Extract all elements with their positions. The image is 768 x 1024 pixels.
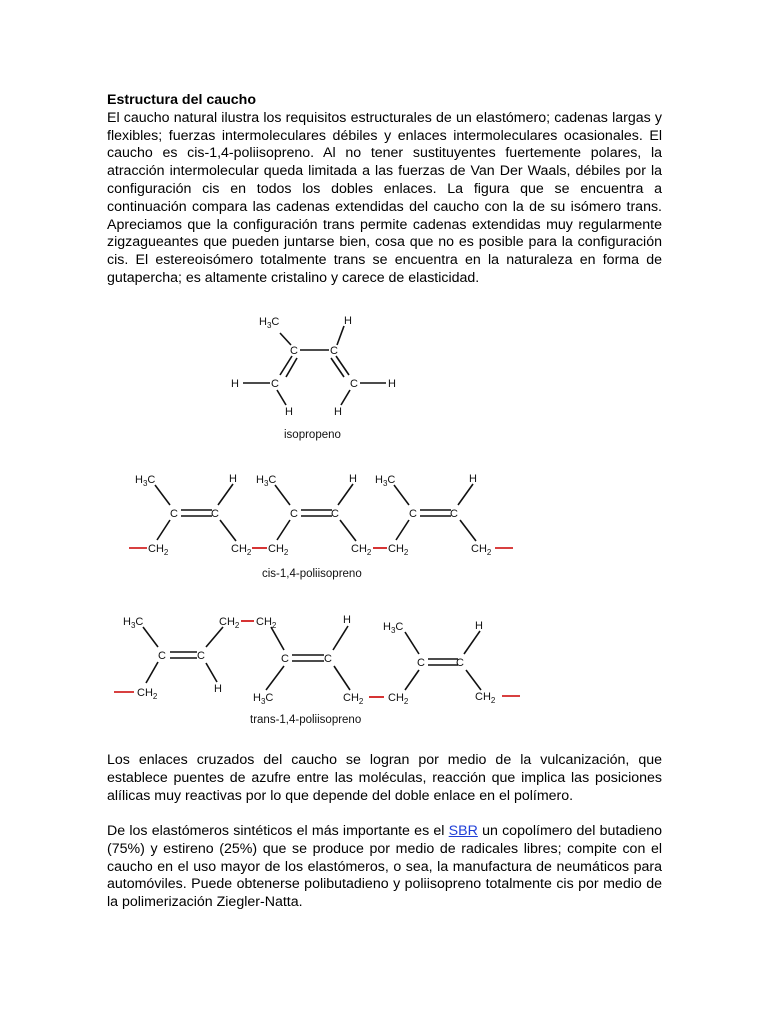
atom-label: $H_3C$ — [135, 474, 156, 488]
atom-label: H — [334, 406, 342, 418]
atom-label: C — [281, 653, 289, 665]
atom-label: $CH_2$ — [471, 543, 492, 557]
trans-labels — [123, 614, 496, 726]
atom-label: C — [456, 657, 464, 669]
atom-label: $H_3C$ — [256, 474, 277, 488]
atom-label: H — [231, 378, 239, 390]
atom-label: C — [450, 508, 458, 520]
isoprene-structure — [243, 326, 386, 405]
trans-caption: trans-1,4-poliisopreno — [250, 714, 362, 726]
atom-label: C — [290, 508, 298, 520]
atom-label: H — [349, 473, 357, 485]
atom-label: $CH_2$ — [148, 543, 169, 557]
atom-label: C — [417, 657, 425, 669]
cis-caption: cis-1,4-poliisopreno — [262, 568, 362, 580]
atom-label: $CH_2$ — [351, 543, 372, 557]
atom-label: C — [170, 508, 178, 520]
atom-label: $CH_2$ — [268, 543, 289, 557]
atom-label: C — [211, 508, 219, 520]
atom-label: H — [469, 473, 477, 485]
atom-label: $CH_2$ — [231, 543, 252, 557]
atom-label: C — [350, 378, 358, 390]
atom-label: H — [285, 406, 293, 418]
p3-text-before: De los elastómeros sintéticos el más importante es el — [107, 823, 449, 839]
synthetic-elastomers-paragraph — [107, 823, 662, 912]
atom-label: C — [330, 345, 338, 357]
intro-paragraph: El caucho natural ilustra los requisitos estructurales de un elastómero; cadenas largas y flexibles; fuerzas intermoleculares débiles y enlaces intermoleculares ocasionales. El caucho es cis-1,4-poliisopreno. Al no tener sustituyentes fuertemente polares, la atracción intermolecular queda limitada a las fuerzas de Van Der Waals, débiles por la configuración cis en todos los dobles enlaces. La figura que se encuentra a continuación compara las cadenas extendidas del caucho con la de su isómero trans. Apreciamos que la configuración trans permite cadenas extendidas muy regularmente zigzagueantes que pueden juntarse bien, cosa que no es posible para la configuración cis. El estereoisómero totalmente trans se encuentra en la naturaleza en forma de gutapercha; es altamente cristalino y carece de elasticidad. — [107, 109, 662, 286]
atom-label: $CH_2$ — [137, 687, 158, 701]
atom-label: C — [290, 345, 298, 357]
atom-label: C — [331, 508, 339, 520]
atom-label: C — [158, 650, 166, 662]
atom-label: H — [343, 614, 351, 626]
atom-label: $H_3C$ — [253, 692, 274, 706]
p3-text-after: un copolímero del butadieno (75%) y estireno (25%) que se produce por medio de radicales libres; compite con el caucho en el uso mayor de los elastómeros, o sea, la manufactura de neumáticos para automóviles. Puede obtenerse polibutadieno y poliisopreno totalmente cis por medio de la polimerización Ziegler-Natta. — [107, 823, 662, 911]
atom-label: C — [197, 650, 205, 662]
atom-label: $CH_2$ — [475, 691, 496, 705]
atom-label: $CH_2$ — [256, 616, 277, 630]
atom-label: $CH_2$ — [219, 616, 240, 630]
atom-label: H — [344, 315, 352, 327]
atom-label: C — [409, 508, 417, 520]
vulcanization-paragraph: Los enlaces cruzados del caucho se logran por medio de la vulcanización, que establece puentes de azufre entre las moléculas, reacción que implica las posiciones alílicas muy reactivas por lo que depende del doble enlace en el polímero. — [107, 752, 662, 804]
atom-label: H — [388, 378, 396, 390]
atom-label: C — [271, 378, 279, 390]
atom-label: $CH_2$ — [388, 543, 409, 557]
isoprene-labels — [231, 315, 396, 441]
isoprene-caption: isopropeno — [284, 429, 341, 441]
atom-label: C — [324, 653, 332, 665]
atom-label: H — [214, 683, 222, 695]
cis-labels — [135, 473, 492, 580]
atom-label: $H_3C$ — [123, 616, 144, 630]
atom-label: $CH_2$ — [343, 692, 364, 706]
atom-label: $H_3C$ — [259, 316, 280, 330]
cis-polyisoprene-structure — [155, 484, 476, 541]
sbr-link[interactable]: SBR — [448, 823, 478, 839]
atom-label: $H_3C$ — [383, 621, 404, 635]
atom-label: $CH_2$ — [388, 692, 409, 706]
atom-label: H — [475, 620, 483, 632]
trans-polyisoprene-structure — [143, 626, 481, 690]
atom-label: $H_3C$ — [375, 474, 396, 488]
section-title: Estructura del caucho — [107, 92, 257, 108]
atom-label: H — [229, 473, 237, 485]
